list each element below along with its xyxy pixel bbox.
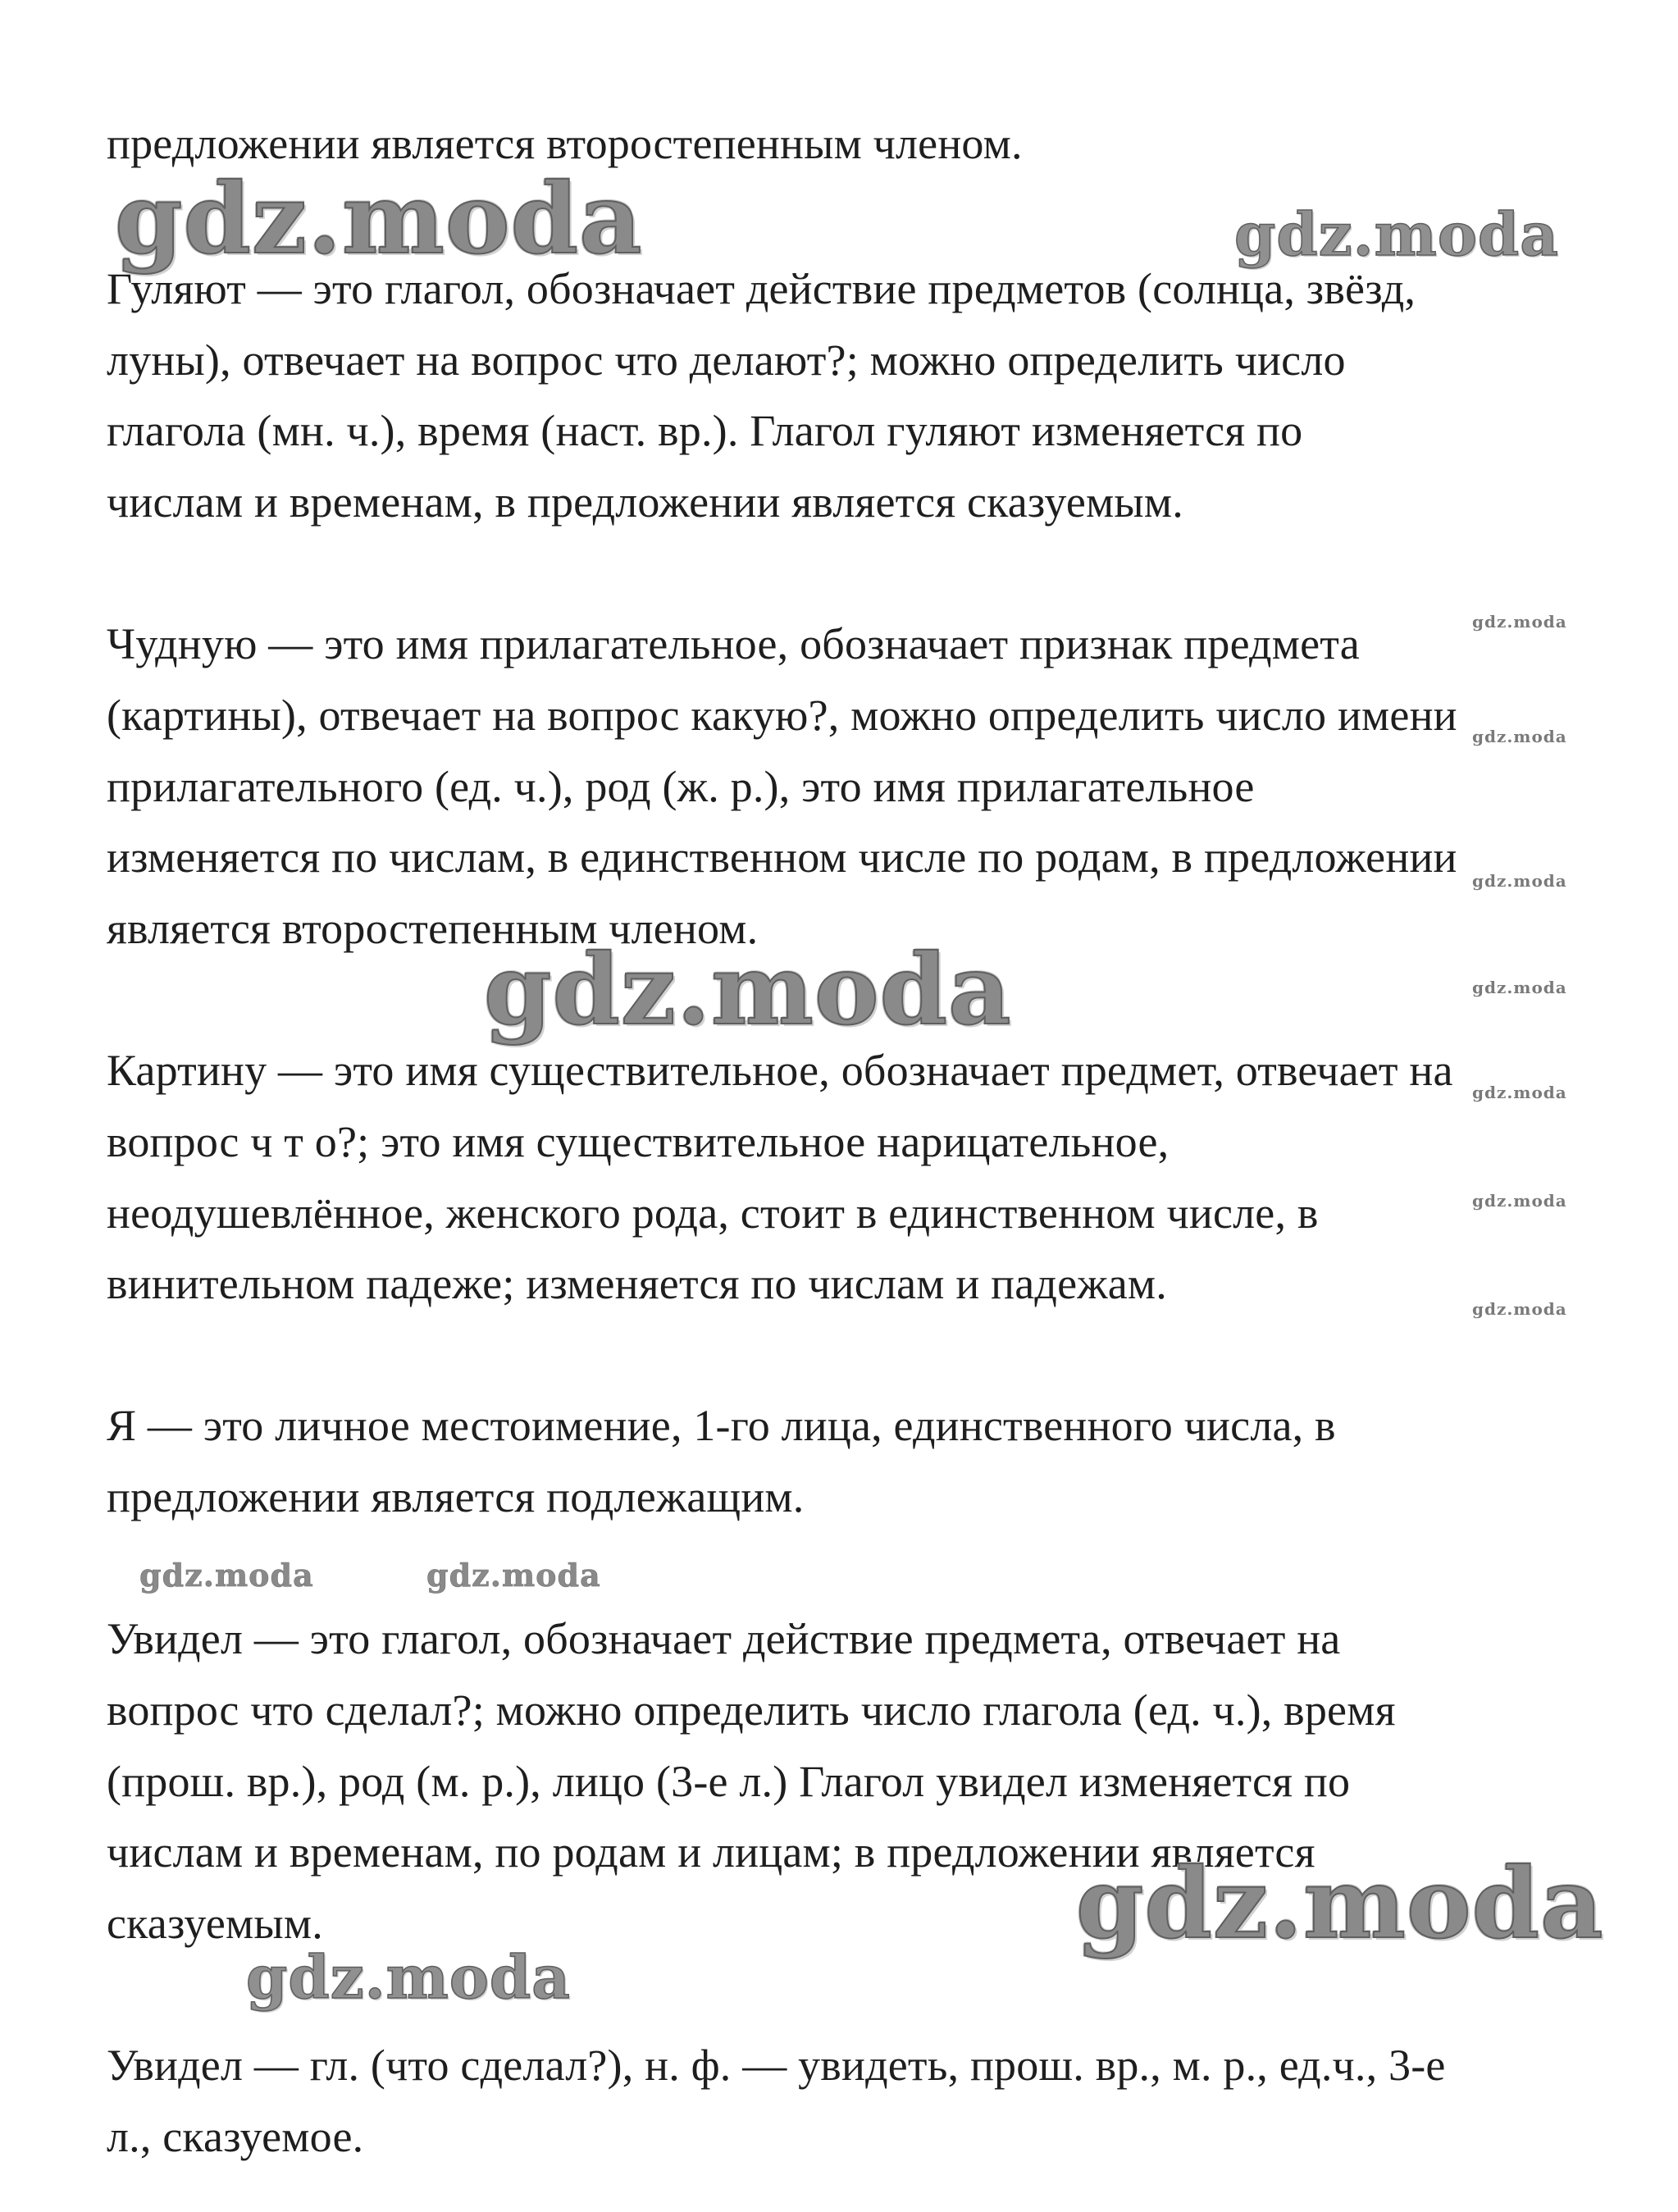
text-line: (картины), отвечает на вопрос какую?, можно определить число имени xyxy=(107,691,1457,740)
text-line: Я — это личное местоимение, 1-го лица, единственного числа, в xyxy=(107,1401,1336,1450)
watermark: gdz.moda xyxy=(1472,1083,1567,1102)
text-line: числам и временам, в предложении является сказуемым. xyxy=(107,477,1183,527)
watermark: gdz.moda xyxy=(115,162,643,276)
text-line: Увидел — гл. (что сделал?), н. ф. — увидеть, прош. вр., м. р., ед.ч., 3-е xyxy=(107,2041,1446,2090)
text-line: вопрос что сделал?; можно определить число глагола (ед. ч.), время xyxy=(107,1685,1396,1735)
text-line: вопрос ч т о?; это имя существительное нарицательное, xyxy=(107,1117,1170,1166)
watermark: gdz.moda xyxy=(484,933,1012,1047)
text-line: глагола (мн. ч.), время (наст. вр.). Глагол гуляют изменяется по xyxy=(107,406,1303,455)
text-line: Картину — это имя существительное, обозначает предмет, отвечает на xyxy=(107,1046,1453,1095)
text-line: предложении является второстепенным членом. xyxy=(107,119,1023,168)
watermark: gdz.moda xyxy=(1472,727,1567,746)
text-line: луны), отвечает на вопрос что делают?; можно определить число xyxy=(107,335,1346,385)
watermark: gdz.moda xyxy=(139,1557,314,1594)
text-line: неодушевлённое, женского рода, стоит в единственном числе, в xyxy=(107,1188,1319,1238)
text-line: (прош. вр.), род (м. р.), лицо (3-е л.) Глагол увидел изменяется по xyxy=(107,1757,1351,1806)
text-line: л., сказуемое. xyxy=(107,2112,364,2161)
watermark: gdz.moda xyxy=(1472,1191,1567,1211)
watermark: gdz.moda xyxy=(1472,612,1567,632)
text-line: является второстепенным членом. xyxy=(107,904,759,953)
text-line: винительном падеже; изменяется по числам и падежам. xyxy=(107,1259,1167,1308)
watermark: gdz.moda xyxy=(426,1557,601,1594)
watermark: gdz.moda xyxy=(1472,871,1567,891)
text-line: изменяется по числам, в единственном числе по родам, в предложении xyxy=(107,832,1457,882)
watermark: gdz.moda xyxy=(1472,978,1567,997)
text-line: предложении является подлежащим. xyxy=(107,1472,805,1521)
text-line: Чудную — это имя прилагательное, обозначает признак предмета xyxy=(107,619,1360,668)
text-line: числам и временам, по родам и лицам; в предложении является xyxy=(107,1827,1315,1877)
text-line: Гуляют — это глагол, обозначает действие предметов (солнца, звёзд, xyxy=(107,264,1416,313)
text-line: сказуемым. xyxy=(107,1899,323,1948)
watermark: gdz.moda xyxy=(246,1942,571,2012)
watermark: gdz.moda xyxy=(1234,199,1559,269)
text-line: прилагательного (ед. ч.), род (ж. р.), это имя прилагательное xyxy=(107,762,1255,811)
watermark: gdz.moda xyxy=(1076,1846,1604,1960)
watermark: gdz.moda xyxy=(1472,1299,1567,1319)
text-line: Увидел — это глагол, обозначает действие предмета, отвечает на xyxy=(107,1614,1341,1663)
